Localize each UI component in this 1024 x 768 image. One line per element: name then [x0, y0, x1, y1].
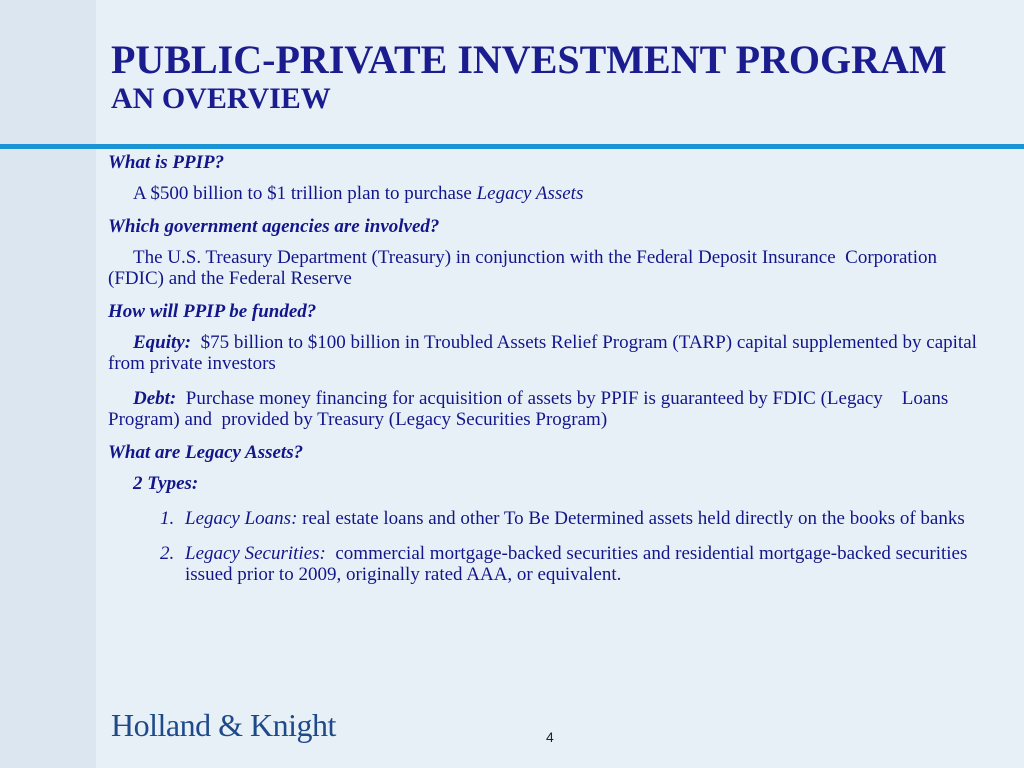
equity-text: $75 billion to $100 billion in Troubled Assets Relief Program (TARP) capital supplemented by capital from private investors	[108, 332, 977, 374]
answer-agencies: The U.S. Treasury Department (Treasury) in conjunction with the Federal Deposit Insurance Corporation (FDIC) and the Federal Reserve	[108, 247, 937, 289]
list-item-text: commercial mortgage-backed securities and residential mortgage-backed securities issued prior to 2009, originally rated AAA, or equivalent.	[185, 543, 968, 585]
types-label: 2 Types:	[133, 473, 199, 494]
question-funding: How will PPIP be funded?	[108, 301, 317, 322]
debt-label: Debt:	[133, 388, 177, 409]
slide-title-block	[111, 38, 947, 116]
title-divider	[0, 144, 1024, 149]
holland-knight-logo: Holland & Knight	[111, 707, 336, 743]
list-item-label: Legacy Securities:	[185, 543, 326, 564]
list-item	[108, 508, 978, 529]
question-what-is-ppip: What is PPIP?	[108, 152, 225, 173]
slide-subtitle: AN OVERVIEW	[111, 82, 331, 115]
question-legacy-assets: What are Legacy Assets?	[108, 442, 304, 463]
list-item-label: Legacy Loans:	[185, 508, 298, 529]
list-number: 2.	[160, 543, 175, 564]
answer-debt	[108, 388, 978, 430]
answer-what-is-ppip	[108, 183, 978, 204]
list-number: 1.	[160, 508, 175, 529]
equity-label: Equity:	[133, 332, 192, 353]
page-number: 4	[546, 729, 554, 745]
slide-body	[108, 150, 978, 585]
list-item-text: real estate loans and other To Be Determined assets held directly on the books of banks	[302, 508, 965, 529]
legacy-assets-term: Legacy Assets	[476, 183, 584, 204]
list-item	[108, 543, 978, 585]
answer-equity	[108, 332, 978, 374]
debt-text: Purchase money financing for acquisition of assets by PPIF is guaranteed by FDIC (Legacy Loans Program) and provided by Treasury (Legacy Securities Program)	[108, 388, 949, 430]
left-margin-band	[0, 0, 96, 768]
slide-title: PUBLIC-PRIVATE INVESTMENT PROGRAM	[111, 37, 947, 82]
question-agencies: Which government agencies are involved?	[108, 216, 440, 237]
answer-text: A $500 billion to $1 trillion plan to purchase	[133, 183, 477, 204]
